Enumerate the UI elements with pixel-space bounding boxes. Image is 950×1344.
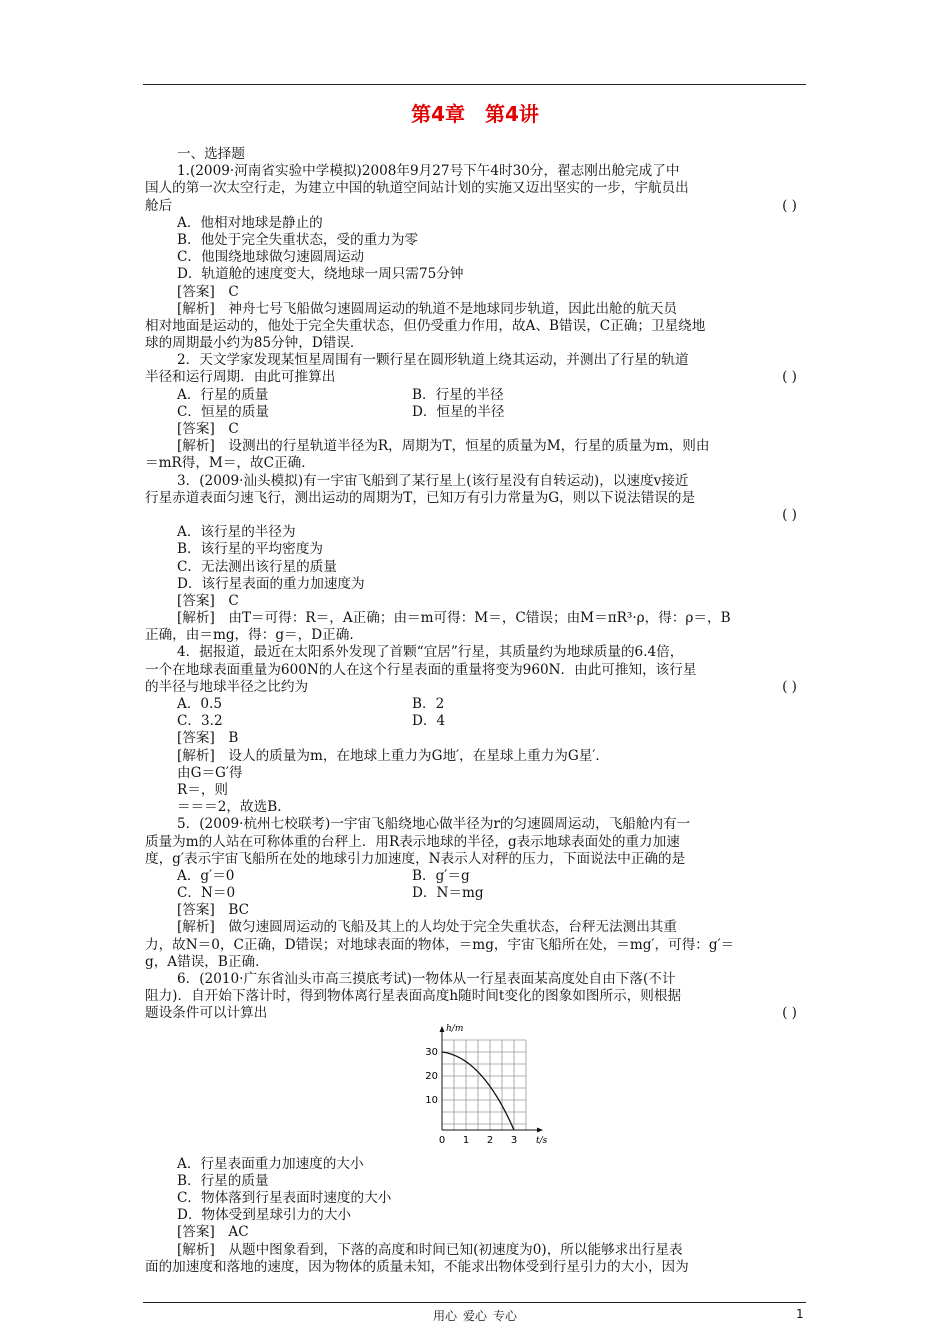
q4-options-cd (145, 713, 805, 730)
q6-answer: [答案] AC (177, 1224, 249, 1241)
q2-explanation: ＝mR得，M＝，故C正确． (145, 455, 315, 472)
q4-line: 4．据报道，最近在太阳系外发现了首颗“宜居”行星，其质量约为地球质量的6.4倍， (177, 644, 684, 661)
footer-rule (143, 1302, 806, 1303)
q4-explanation: ＝＝＝2，故选B. (177, 799, 282, 816)
q1-option-b: B．他处于完全失重状态，受的重力为零 (177, 231, 419, 248)
q4-option-a: A．0.5 (177, 696, 223, 712)
section-heading: 一、选择题 (177, 146, 245, 162)
q3-option-c: C．无法测出该行星的质量 (177, 558, 337, 575)
y-tick: 30 (425, 1046, 438, 1058)
q1-text: 舱后 (145, 197, 173, 214)
q2-line (145, 369, 805, 386)
q4-text: 的半径与地球半径之比约为 (145, 678, 309, 695)
q1-option-a: A．他相对地球是静止的 (177, 214, 323, 231)
x-tick: 1 (462, 1134, 470, 1146)
q6-line: 阻力)．自开始下落计时，得到物体离行星表面高度h随时间t变化的图象如图所示，则根据 (145, 988, 682, 1005)
graph-svg (412, 1023, 552, 1153)
q5-line: 质量为m的人站在可称体重的台秤上．用R表示地球的半径，g表示地球表面处的重力加速 (145, 833, 680, 850)
q2-option-b: B．行星的半径 (412, 386, 504, 403)
x-tick: 0 (438, 1134, 446, 1146)
q2-line: 2．天文学家发现某恒星周围有一颗行星在圆形轨道上绕其运动，并测出了行星的轨道 (177, 352, 689, 369)
q4-answer: [答案] B (177, 730, 239, 747)
header-rule (143, 84, 806, 85)
q6-text: 题设条件可以计算出 (145, 1005, 268, 1022)
y-tick: 10 (425, 1094, 438, 1106)
q4-explanation: 由G＝G′得 (177, 764, 243, 781)
answer-blank: ( ) (782, 1005, 797, 1022)
q5-line: 度，g′表示宇宙飞船所在处的地球引力加速度，N表示人对秤的压力，下面说法中正确的是 (145, 850, 686, 867)
q6-option-c: C．物体落到行星表面时速度的大小 (177, 1189, 392, 1206)
y-axis-arrow-icon (440, 1026, 445, 1032)
q3-option-d: D．该行星表面的重力加速度为 (177, 575, 365, 592)
page-title (0, 98, 950, 127)
q2-options-cd (145, 404, 805, 421)
q5-explanation: g，A错误，B正确． (145, 953, 269, 970)
q4-explanation: R＝，则 (177, 781, 229, 798)
q2-option-a: A．行星的质量 (177, 386, 269, 403)
q1-option-c: C．他围绕地球做匀速圆周运动 (177, 249, 365, 266)
answer-blank: ( ) (782, 369, 797, 386)
q5-options-ab (145, 868, 805, 885)
q5-option-c: C．N＝0 (177, 885, 236, 902)
q3-option-a: A．该行星的半径为 (177, 524, 296, 541)
q6-line (145, 1005, 805, 1022)
x-axis-arrow-icon (537, 1127, 543, 1132)
q4-option-b: B．2 (412, 696, 445, 712)
q2-text: 半径和运行周期．由此可推算出 (145, 369, 336, 386)
q4-option-c: C．3.2 (177, 713, 223, 730)
q4-line (145, 679, 805, 696)
q3-line: 行星赤道表面匀速飞行，测出运动的周期为T，已知万有引力常量为G，则以下说法错误的是 (145, 489, 696, 506)
q1-line (145, 198, 805, 215)
q5-option-d: D．N＝mg (412, 885, 484, 902)
page-footer (0, 1307, 950, 1324)
q1-option-d: D．轨道舱的速度变大，绕地球一周只需75分钟 (177, 266, 464, 283)
q3-line (145, 507, 805, 524)
height-time-graph (145, 1023, 805, 1156)
question-content (145, 146, 805, 1276)
q6-explanation: 面的加速度和落地的速度，因为物体的质量未知，不能求出物体受到行星引力的大小，因为 (145, 1258, 689, 1275)
answer-blank: ( ) (782, 506, 797, 523)
q3-answer: [答案] C (177, 592, 239, 609)
q6-explanation: [解析] 从题中图象看到，下落的高度和时间已知(初速度为0)，所以能够求出行星表 (177, 1241, 683, 1258)
footer-word: 用心 (432, 1309, 457, 1323)
q5-line: 5．(2009·杭州七校联考)一宇宙飞船绕地心做半径为r的匀速圆周运动，飞船舱内有一 (177, 816, 691, 833)
q3-explanation: 正确，由＝mg，得：g＝，D正确． (145, 627, 363, 644)
q1-answer: [答案] C (177, 283, 239, 300)
q5-option-a: A．g′＝0 (177, 867, 235, 884)
q3-option-b: B．该行星的平均密度为 (177, 541, 323, 558)
q5-explanation: [解析] 做匀速圆周运动的飞船及其上的人均处于完全失重状态，台秤无法测出其重 (177, 919, 677, 936)
footer-word: 专心 (493, 1309, 518, 1323)
q6-option-d: D．物体受到星球引力的大小 (177, 1207, 352, 1224)
y-tick: 20 (425, 1070, 438, 1082)
q5-option-b: B．g′＝g (412, 867, 470, 884)
q2-options-ab (145, 387, 805, 404)
q2-option-d: D．恒星的半径 (412, 403, 505, 420)
x-tick: 2 (486, 1134, 494, 1146)
q5-options-cd (145, 885, 805, 902)
q6-line: 6．(2010·广东省汕头市高三摸底考试)一物体从一行星表面某高度处自由下落(不计 (177, 971, 676, 987)
q2-explanation: [解析] 设测出的行星轨道半径为R，周期为T，恒星的质量为M，行星的质量为m，则由 (177, 438, 710, 455)
q5-explanation: 力，故N＝0，C正确，D错误；对地球表面的物体，＝mg，宇宙飞船所在处，＝mg′，可得：g′＝ (145, 936, 735, 953)
q2-option-c: C．恒星的质量 (177, 403, 269, 420)
q2-answer: [答案] C (177, 421, 239, 437)
q1-explanation: [解析] 神舟七号飞船做匀速圆周运动的轨道不是地球同步轨道，因此出舱的航天员 (177, 300, 677, 317)
q5-answer: [答案] BC (177, 902, 250, 919)
q1-explanation: 球的周期最小约为85分钟，D错误． (145, 335, 364, 352)
x-tick: 3 (510, 1134, 518, 1146)
y-axis-label: h/m (446, 1023, 464, 1034)
q4-line: 一个在地球表面重量为600N的人在这个行星表面的重量将变为960N．由此可推知，该行星 (145, 661, 697, 678)
x-axis-label: t/s (536, 1135, 548, 1146)
q6-option-b: B．行星的质量 (177, 1172, 269, 1189)
footer-word: 爱心 (462, 1309, 487, 1323)
q3-explanation: [解析] 由T＝可得：R＝，A正确；由＝m可得：M＝，C错误；由M＝πR³·ρ，得：ρ＝，B (177, 610, 731, 627)
answer-blank: ( ) (782, 197, 797, 214)
page-number: 1 (796, 1307, 804, 1321)
q4-option-d: D．4 (412, 713, 446, 730)
q1-line: 1.(2009·河南省实验中学模拟)2008年9月27号下午4时30分，翟志刚出舱完成了中 (177, 163, 680, 180)
chapter-label: 第4章 (411, 102, 465, 126)
q3-line: 3．(2009·汕头模拟)有一宇宙飞船到了某行星上(该行星没有自转运动)，以速度v接近 (177, 472, 689, 489)
q1-line: 国人的第一次太空行走，为建立中国的轨道空间站计划的实施又迈出坚实的一步，宇航员出 (145, 180, 689, 197)
answer-blank: ( ) (782, 678, 797, 695)
q1-explanation: 相对地面是运动的，他处于完全失重状态，但仍受重力作用，故A、B错误，C正确；卫星绕地 (145, 317, 706, 334)
q6-option-a: A．行星表面重力加速度的大小 (177, 1155, 364, 1172)
q4-explanation: [解析] 设人的质量为m，在地球上重力为G地′，在星球上重力为G星′． (177, 747, 610, 764)
q4-options-ab (145, 696, 805, 713)
graph-grid (442, 1040, 526, 1130)
lecture-label: 第4讲 (485, 102, 539, 126)
